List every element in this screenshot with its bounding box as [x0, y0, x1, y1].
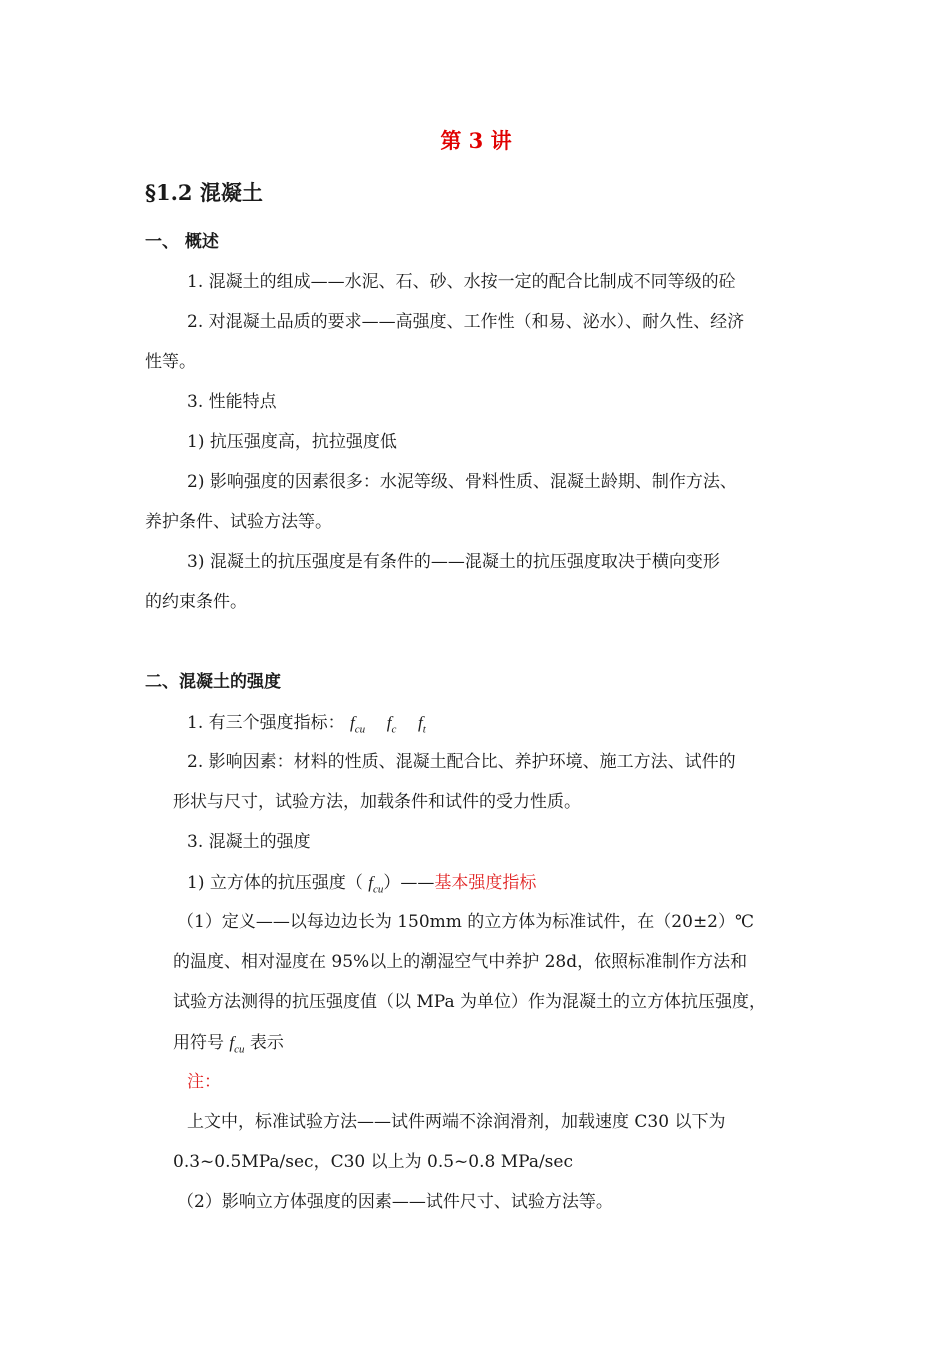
part2-item2-line2: 形状与尺寸，试验方法，加载条件和试件的受力性质。 — [173, 792, 581, 812]
definition-line1: （1）定义——以每边边长为 150mm 的立方体为标准试件，在（20±2）℃ — [177, 912, 755, 932]
definition-line3: 试验方法测得的抗压强度值（以 MPa 为单位）作为混凝土的立方体抗压强度， — [173, 992, 767, 1012]
part2-item1-label: 1. 有三个强度指标： — [187, 713, 345, 733]
part1-item3: 3. 性能特点 — [187, 392, 277, 412]
part1-point2-line1: 2) 影响强度的因素很多：水泥等级、骨料性质、混凝土龄期、制作方法、 — [187, 472, 737, 492]
part2-item1 — [187, 714, 426, 735]
basic-strength-index: 基本强度指标 — [434, 873, 537, 893]
section-heading: §1.2 混凝土 — [145, 180, 263, 205]
definition-line2: 的温度、相对湿度在 95%以上的潮湿空气中养护 28d，依照标准制作方法和 — [173, 952, 748, 972]
part1-heading: 一、 概述 — [145, 232, 219, 252]
note-line2: 0.3~0.5MPa/sec，C30 以上为 0.5~0.8 MPa/sec — [173, 1152, 573, 1172]
part2-item3: 3. 混凝土的强度 — [187, 832, 311, 852]
part1-item2-line2: 性等。 — [145, 352, 196, 372]
part2-heading: 二、混凝土的强度 — [145, 672, 281, 692]
part1-point3-line2: 的约束条件。 — [145, 592, 247, 612]
part1-item2-line1: 2. 对混凝土品质的要求——高强度、工作性（和易、泌水）、耐久性、经济 — [187, 312, 745, 332]
symbol-fcu: $f_{cu}$ — [368, 873, 384, 896]
note-label: 注： — [187, 1072, 221, 1092]
influence-factors: （2）影响立方体强度的因素——试件尺寸、试验方法等。 — [177, 1192, 613, 1212]
definition-line4: 用符号 $f_{cu}$ 表示 — [173, 1033, 284, 1056]
part1-item1: 1. 混凝土的组成——水泥、石、砂、水按一定的配合比制成不同等级的砼 — [187, 272, 736, 292]
part1-point2-line2: 养护条件、试验方法等。 — [145, 512, 332, 532]
symbol-ft: $f_t$ — [418, 713, 426, 736]
part1-point1: 1) 抗压强度高，抗拉强度低 — [187, 432, 397, 452]
cube-strength-label: 1) 立方体的抗压强度（ — [187, 873, 369, 893]
lecture-title: 第 3 讲 — [440, 128, 512, 153]
part2-item2-line1: 2. 影响因素：材料的性质、混凝土配合比、养护环境、施工方法、试件的 — [187, 752, 736, 772]
symbol-fc: $f_c$ — [386, 713, 397, 736]
symbol-fcu: $f_{cu}$ — [229, 1033, 245, 1056]
note-line1: 上文中，标准试验方法——试件两端不涂润滑剂，加载速度 C30 以下为 — [187, 1112, 726, 1132]
cube-strength-line: 1) 立方体的抗压强度（ $f_{cu})——$基本强度指标 — [187, 873, 537, 896]
part1-point3-line1: 3) 混凝土的抗压强度是有条件的——混凝土的抗压强度取决于横向变形 — [187, 552, 720, 572]
symbol-fcu: $f_{cu}$ — [350, 713, 366, 736]
